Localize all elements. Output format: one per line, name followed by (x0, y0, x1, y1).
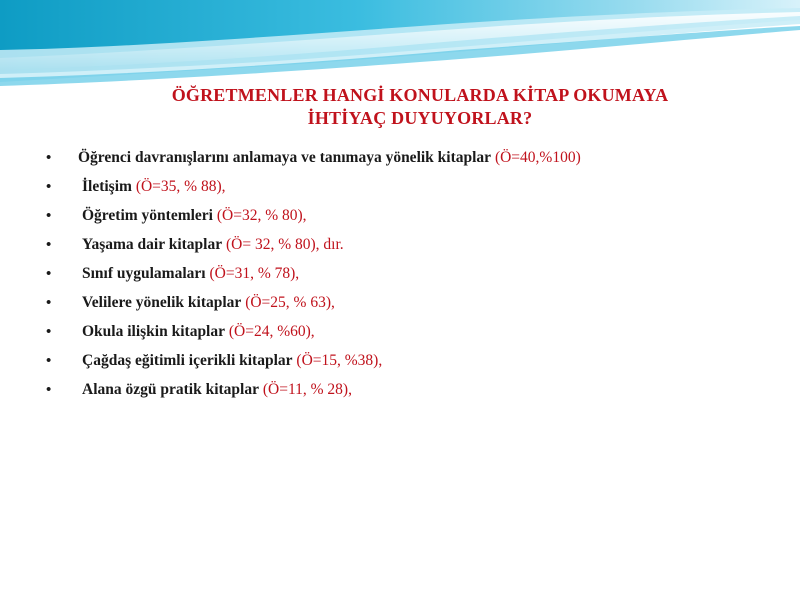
list-item-stat: (Ö=11, % 28), (258, 381, 352, 398)
slide-title (60, 84, 780, 130)
list-item-text (82, 290, 335, 316)
list-item-stat: (Ö=31, % 78), (205, 265, 300, 282)
list-item-label: Alana özgü pratik kitaplar (82, 381, 259, 398)
list-item-label: Sınıf uygulamaları (82, 265, 206, 282)
list-item-label: Öğretim yöntemleri (82, 207, 213, 224)
list-item-label: İletişim (82, 178, 132, 195)
list-item-stat: (Ö=35, % 88), (131, 178, 226, 195)
list-item (46, 348, 786, 377)
list-item (46, 174, 786, 203)
list-item (46, 290, 786, 319)
bullet-icon: • (46, 266, 52, 282)
slide-title-line-1: ÖĞRETMENLER HANGİ KONULARDA KİTAP OKUMAYA (171, 85, 669, 105)
bullet-icon: • (46, 295, 52, 311)
bullet-list (46, 145, 786, 406)
list-item (46, 232, 786, 261)
list-item-text (82, 261, 299, 287)
list-item-text (82, 377, 352, 403)
list-item-stat: (Ö=32, % 80), (213, 207, 307, 224)
list-item (46, 145, 786, 174)
list-item-text (82, 232, 344, 258)
list-item-label: Çağdaş eğitimli içerikli kitaplar (82, 352, 293, 369)
list-item-stat: (Ö=25, % 63), (241, 294, 335, 311)
bullet-icon: • (46, 208, 52, 224)
header-wave-banner (0, 0, 800, 92)
list-item-text (82, 203, 307, 229)
list-item (46, 261, 786, 290)
bullet-icon: • (46, 150, 52, 166)
slide-title-line-2: İHTİYAÇ DUYUYORLAR? (307, 108, 533, 128)
list-item-stat: (Ö=40,%100) (491, 149, 581, 166)
list-item-label: Yaşama dair kitaplar (82, 236, 223, 253)
list-item-stat: (Ö=15, %38), (292, 352, 383, 369)
list-item (46, 377, 786, 406)
list-item-label: Velilere yönelik kitaplar (82, 294, 242, 311)
list-item-stat: (Ö= 32, % 80), dır. (222, 236, 344, 253)
list-item-stat: (Ö=24, %60), (225, 323, 315, 340)
list-item-text (82, 174, 225, 200)
list-item-text (82, 319, 315, 345)
list-item (46, 319, 786, 348)
bullet-icon: • (46, 324, 52, 340)
bullet-icon: • (46, 382, 52, 398)
list-item-label: Okula ilişkin kitaplar (82, 323, 225, 340)
bullet-icon: • (46, 237, 52, 253)
bullet-icon: • (46, 353, 52, 369)
list-item-text (78, 145, 581, 171)
bullet-icon: • (46, 179, 52, 195)
list-item-label: Öğrenci davranışlarını anlamaya ve tanımaya yönelik kitaplar (78, 149, 492, 166)
list-item-text (82, 348, 382, 374)
list-item (46, 203, 786, 232)
